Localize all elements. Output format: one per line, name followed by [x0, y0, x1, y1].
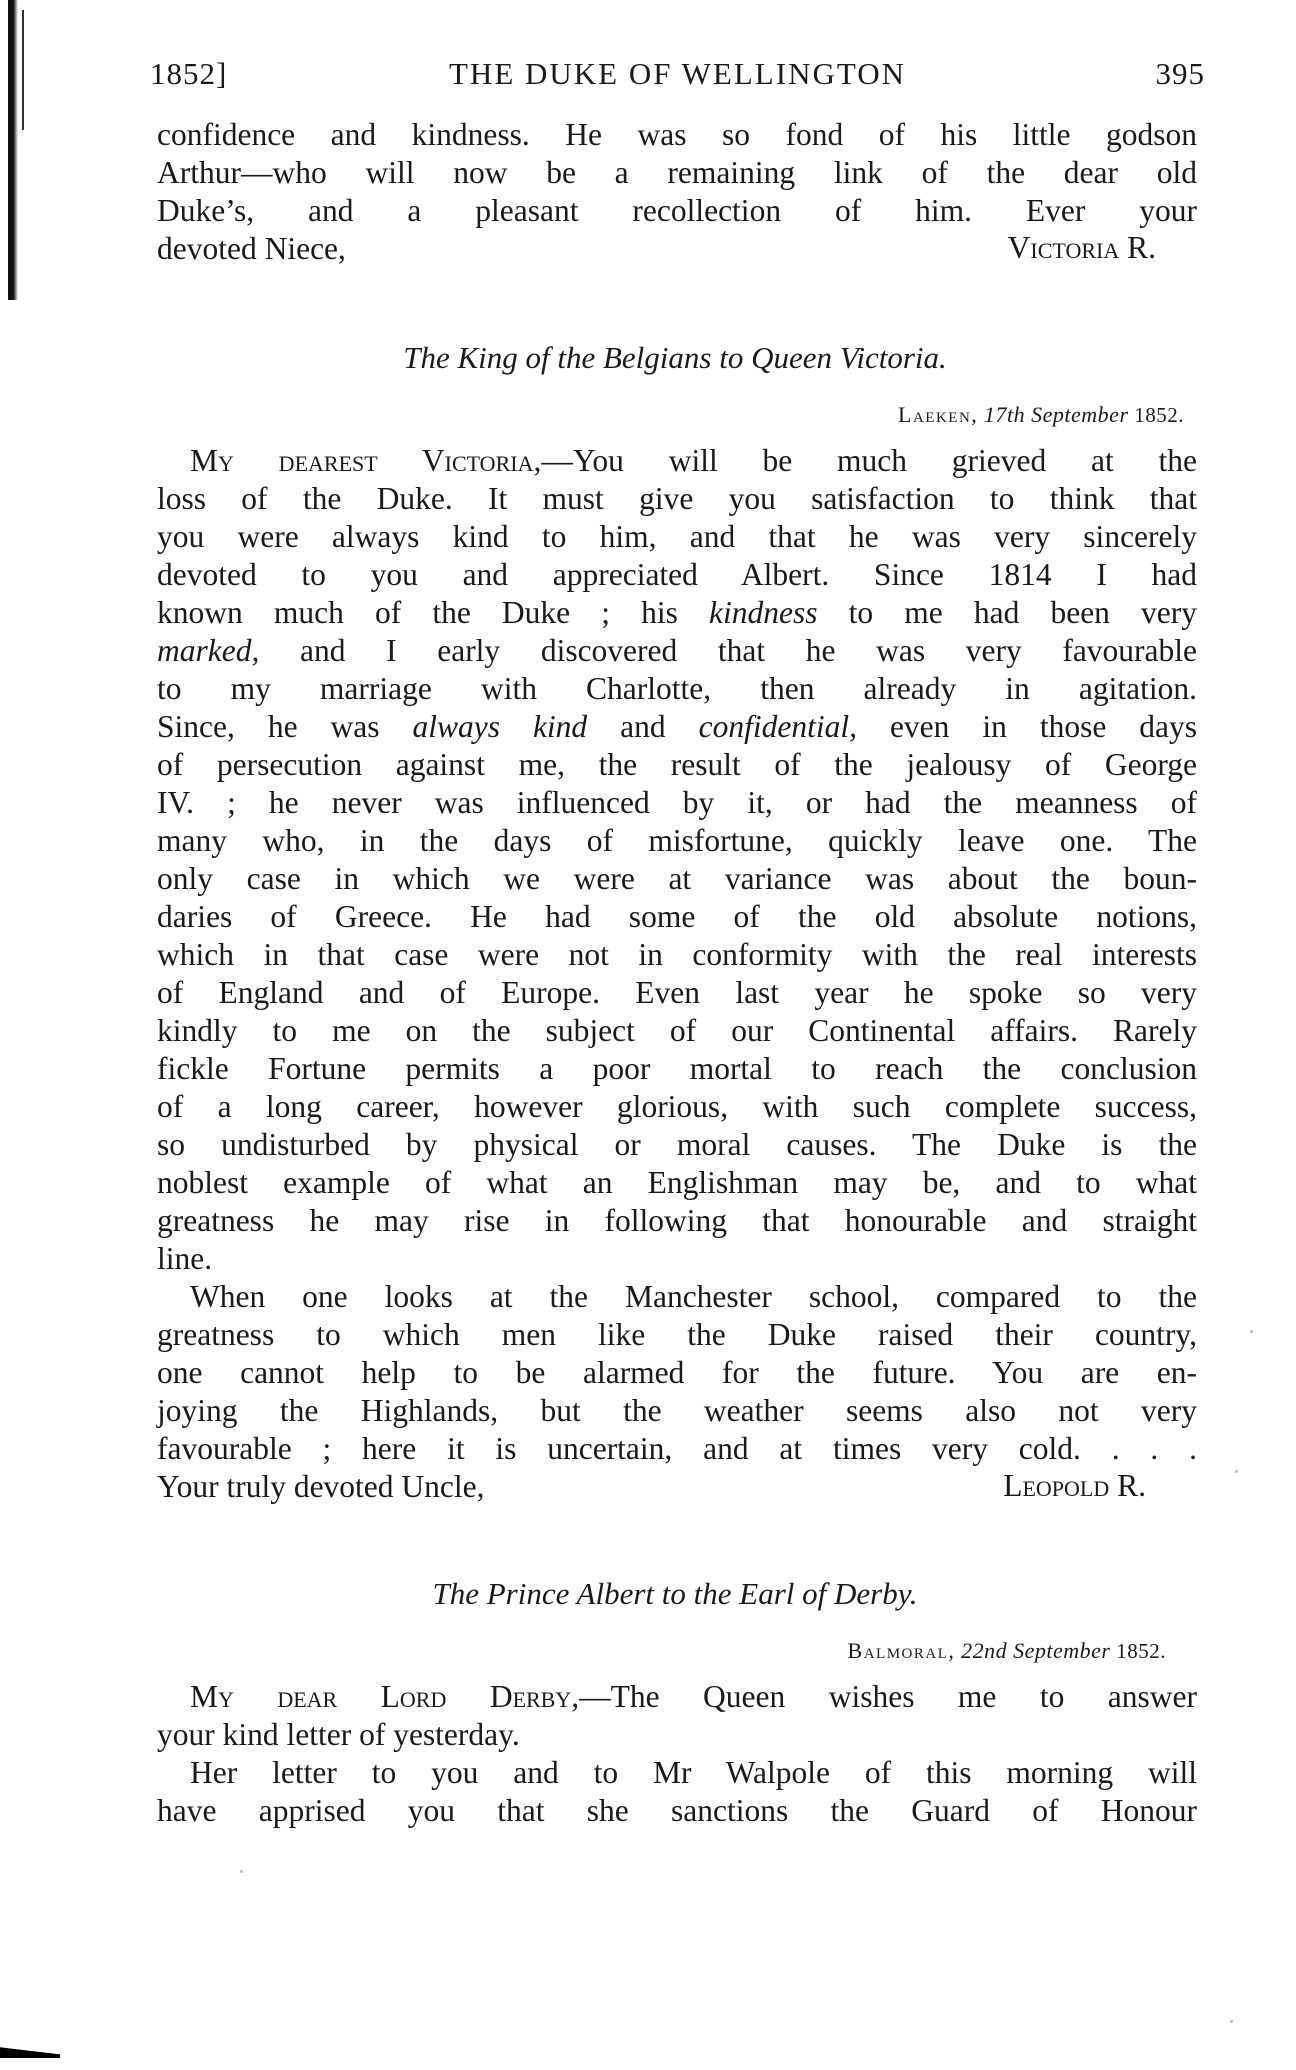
running-header — [150, 56, 1205, 100]
dateline-place: Laeken, — [898, 402, 979, 427]
text-line: many who, in the days of misfortune, quickly leave one. The — [157, 823, 1197, 858]
scan-corner-mark — [0, 2040, 60, 2058]
text-segment: Since, he was — [157, 709, 380, 744]
letter-heading: The Prince Albert to the Earl of Derby. — [432, 1576, 918, 1611]
scan-speck — [240, 1870, 243, 1873]
emphasis: marked, — [157, 633, 260, 668]
dateline-year: 1852. — [1116, 1639, 1166, 1663]
salutation: My dear Lord Derby, — [190, 1679, 580, 1714]
text-line: Arthur—who will now be a remaining link of the dear old — [157, 155, 1197, 190]
text-segment: and — [620, 709, 666, 744]
text-line: noblest example of what an Englishman may be, and to what — [157, 1165, 1197, 1200]
text-line: only case in which we were at variance was about the boun- — [157, 861, 1197, 896]
text-line: so undisturbed by physical or moral causes. The Duke is the — [157, 1127, 1197, 1162]
text-line: your kind letter of yesterday. — [157, 1717, 520, 1752]
text-line: IV. ; he never was influenced by it, or had the meanness of — [157, 785, 1197, 820]
text-line: fickle Fortune permits a poor mortal to reach the conclusion — [157, 1051, 1197, 1086]
text-line: Duke’s, and a pleasant recollection of him. Ever your — [157, 193, 1197, 228]
text-line: have apprised you that she sanctions the Guard of Honour — [157, 1793, 1197, 1828]
text-segment: even in those days — [889, 709, 1198, 744]
text-segment: —You will be much grieved at the — [541, 443, 1197, 478]
text-line: When one looks at the Manchester school, compared to the — [190, 1279, 1197, 1314]
running-title: THE DUKE OF WELLINGTON — [449, 56, 906, 91]
letter-heading: The King of the Belgians to Queen Victoria. — [403, 340, 947, 375]
text-line: of persecution against me, the result of the jealousy of George — [157, 747, 1197, 782]
text-line: daries of Greece. He had some of the old absolute notions, — [157, 899, 1197, 934]
text-line: Your truly devoted Uncle, — [157, 1469, 485, 1504]
scan-binding-edge-line — [22, 10, 24, 130]
emphasis: confidential, — [698, 709, 857, 744]
text-line: Her letter to you and to Mr Walpole of this morning will — [190, 1755, 1197, 1790]
dateline-year: 1852. — [1134, 403, 1184, 427]
signature: Leopold R. — [1003, 1468, 1146, 1503]
signature: Victoria R. — [1007, 230, 1156, 265]
text-line: loss of the Duke. It must give you satisfaction to think that — [157, 481, 1197, 516]
text-line: greatness he may rise in following that honourable and straight — [157, 1203, 1197, 1238]
emphasis: always kind — [412, 709, 588, 744]
scan-binding-edge — [8, 0, 18, 300]
text-line — [190, 442, 1197, 480]
text-line: devoted Niece, — [157, 231, 346, 266]
text-segment: —The Queen wishes me to answer — [579, 1679, 1197, 1714]
emphasis: kindness — [709, 595, 818, 630]
text-line — [157, 594, 1197, 632]
text-line: which in that case were not in conformity with the real interests — [157, 937, 1197, 972]
text-segment: known much of the Duke ; his — [157, 595, 678, 630]
header-year: 1852] — [150, 56, 228, 91]
text-line: you were always kind to him, and that he was very sincerely — [157, 519, 1197, 554]
text-line: line. — [157, 1241, 213, 1276]
text-line: of England and of Europe. Even last year he spoke so very — [157, 975, 1197, 1010]
text-line: one cannot help to be alarmed for the future. You are en- — [157, 1355, 1197, 1390]
scan-speck — [1250, 1330, 1253, 1333]
text-line: devoted to you and appreciated Albert. Since 1814 I had — [157, 557, 1197, 592]
scan-speck — [1230, 2020, 1233, 2023]
dateline — [848, 1638, 1166, 1664]
page-number: 395 — [1155, 56, 1205, 91]
scan-speck — [1235, 1470, 1238, 1473]
dateline-date: 22nd September — [961, 1638, 1111, 1663]
salutation: My dearest Victoria, — [190, 443, 542, 478]
text-segment: and I early discovered that he was very favourable — [300, 633, 1198, 668]
text-line: joying the Highlands, but the weather seems also not very — [157, 1393, 1197, 1428]
text-line — [157, 708, 1197, 746]
text-line: greatness to which men like the Duke raised their country, — [157, 1317, 1197, 1352]
text-segment: to me had been very — [848, 595, 1198, 630]
dateline — [898, 402, 1184, 428]
text-line: of a long career, however glorious, with such complete success, — [157, 1089, 1197, 1124]
dateline-date: 17th September — [984, 402, 1129, 427]
dateline-place: Balmoral, — [847, 1638, 956, 1663]
text-line: favourable ; here it is uncertain, and at times very cold. . . . — [157, 1431, 1197, 1466]
text-line — [190, 1678, 1197, 1716]
text-line — [157, 632, 1197, 670]
text-line: to my marriage with Charlotte, then already in agitation. — [157, 671, 1197, 706]
text-line: kindly to me on the subject of our Continental affairs. Rarely — [157, 1013, 1197, 1048]
text-line: confidence and kindness. He was so fond of his little godson — [157, 117, 1197, 152]
